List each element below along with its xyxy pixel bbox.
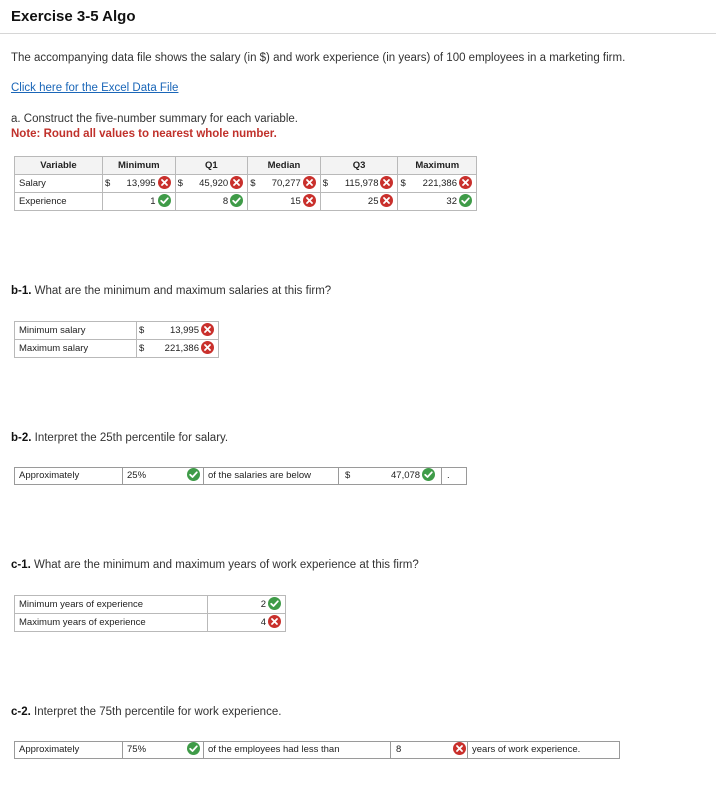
correct-icon [268,597,281,610]
correct-icon [187,468,200,481]
currency-symbol: $ [103,175,117,193]
incorrect-icon [268,615,281,628]
header-median: Median [248,157,321,175]
incorrect-icon [453,742,466,755]
experience-max-input[interactable] [398,193,477,211]
part-b2-prompt [11,432,228,444]
b2-percent-status [181,468,204,484]
part-a-note: Note: Round all values to nearest whole number. [11,128,277,140]
row-label: Experience [15,193,103,211]
part-b1-text: What are the minimum and maximum salaries at this firm? [31,285,332,297]
correct-icon [187,742,200,755]
table-row [15,596,286,614]
incorrect-icon [201,341,214,354]
incorrect-icon [303,176,316,189]
maximum-experience-input[interactable] [208,614,286,632]
b2-value-input[interactable] [387,468,439,484]
part-c1-prompt [11,559,419,571]
currency-symbol: $ [248,175,262,193]
header-q1: Q1 [175,157,248,175]
salary-q3-input[interactable] [334,175,398,193]
divider [390,742,391,758]
incorrect-icon [158,176,171,189]
cell-value: 15 [290,196,301,208]
c2-percent-select[interactable]: 75% [127,744,147,755]
maximum-salary-input[interactable] [151,340,219,358]
table-row [15,322,219,340]
table-row-salary [15,175,477,193]
currency-symbol: $ [137,340,151,358]
row-label: Salary [15,175,103,193]
cell-value: 47,078 [391,470,421,481]
header-variable: Variable [15,157,103,175]
five-number-summary-table [14,156,477,211]
part-b2-number: b-2. [11,432,32,444]
currency-symbol: $ [345,470,351,481]
currency-symbol: $ [320,175,334,193]
cell-value: 25 [367,196,379,208]
cell-value: 32 [446,196,457,208]
incorrect-icon [201,323,214,336]
experience-q1-input[interactable] [175,193,248,211]
cell-value: 13,995 [169,325,199,337]
salary-min-input[interactable] [117,175,176,193]
salary-max-input[interactable] [412,175,477,193]
minimum-salary-input[interactable] [151,322,219,340]
salary-q1-input[interactable] [189,175,248,193]
cell-value: 221,386 [422,178,457,190]
header-minimum: Minimum [103,157,176,175]
cell-value: 8 [396,744,402,755]
salary-median-input[interactable] [262,175,321,193]
cell-value: 2 [260,599,266,611]
cell-value: 13,995 [126,178,156,190]
part-a-prompt: a. Construct the five-number summary for each variable. [11,113,298,125]
intro-text: The accompanying data file shows the salary (in $) and work experience (in years) of 100 employees in a marketing firm. [11,52,626,64]
incorrect-icon [380,194,393,207]
header-maximum: Maximum [398,157,477,175]
b2-phrase-select[interactable]: of the salaries are below [208,470,311,481]
table-row-experience [15,193,477,211]
correct-icon [422,468,435,481]
incorrect-icon [230,176,243,189]
part-c2-text: Interpret the 75th percentile for work experience. [30,706,282,718]
row-label: Maximum salary [15,340,137,358]
row-label: Maximum years of experience [15,614,208,632]
minimum-experience-input[interactable] [208,596,286,614]
experience-median-input[interactable] [248,193,321,211]
c2-phrase-select[interactable]: of the employees had less than [208,744,340,755]
excel-data-link[interactable]: Click here for the Excel Data File [11,82,179,94]
incorrect-icon [459,176,472,189]
table-header-row [15,157,477,175]
table-row [15,614,286,632]
cell-value: 4 [260,617,266,629]
salary-range-table [14,321,219,358]
cell-value: 1 [150,196,156,208]
part-b2-text: Interpret the 25th percentile for salary. [31,432,229,444]
b2-trail: . [447,470,450,481]
experience-range-table [14,595,286,632]
table-row [15,340,219,358]
c2-answer-row [14,741,620,759]
c2-trail: years of work experience. [472,744,581,755]
experience-min-input[interactable] [103,193,176,211]
currency-symbol: $ [398,175,412,193]
divider [441,468,442,484]
title-divider [0,33,716,34]
part-b1-number: b-1. [11,285,32,297]
currency-symbol: $ [137,322,151,340]
part-c2-number: c-2. [11,706,31,718]
incorrect-icon [380,176,393,189]
cell-value: 221,386 [164,343,199,355]
row-label: Minimum salary [15,322,137,340]
divider [338,468,339,484]
part-c1-number: c-1. [11,559,31,571]
exercise-title: Exercise 3-5 Algo [11,8,136,25]
correct-icon [230,194,243,207]
part-c2-prompt [11,706,281,718]
c2-lead-label: Approximately [19,744,80,755]
b2-answer-row [14,467,467,485]
experience-q3-input[interactable] [320,193,398,211]
incorrect-icon [303,194,316,207]
cell-value: 8 [222,196,229,208]
currency-symbol: $ [175,175,189,193]
c2-value-input[interactable] [392,742,405,758]
b2-percent-select[interactable]: 25% [127,470,147,481]
part-c1-text: What are the minimum and maximum years of work experience at this firm? [30,559,419,571]
c2-percent-status [181,742,204,758]
cell-value: 45,920 [199,178,229,190]
correct-icon [459,194,472,207]
part-b1-prompt [11,285,331,297]
row-label: Minimum years of experience [15,596,208,614]
correct-icon [158,194,171,207]
cell-value: 70,277 [271,178,301,190]
header-q3: Q3 [320,157,398,175]
b2-lead-label: Approximately [19,470,80,481]
cell-value: 115,978 [344,178,379,190]
